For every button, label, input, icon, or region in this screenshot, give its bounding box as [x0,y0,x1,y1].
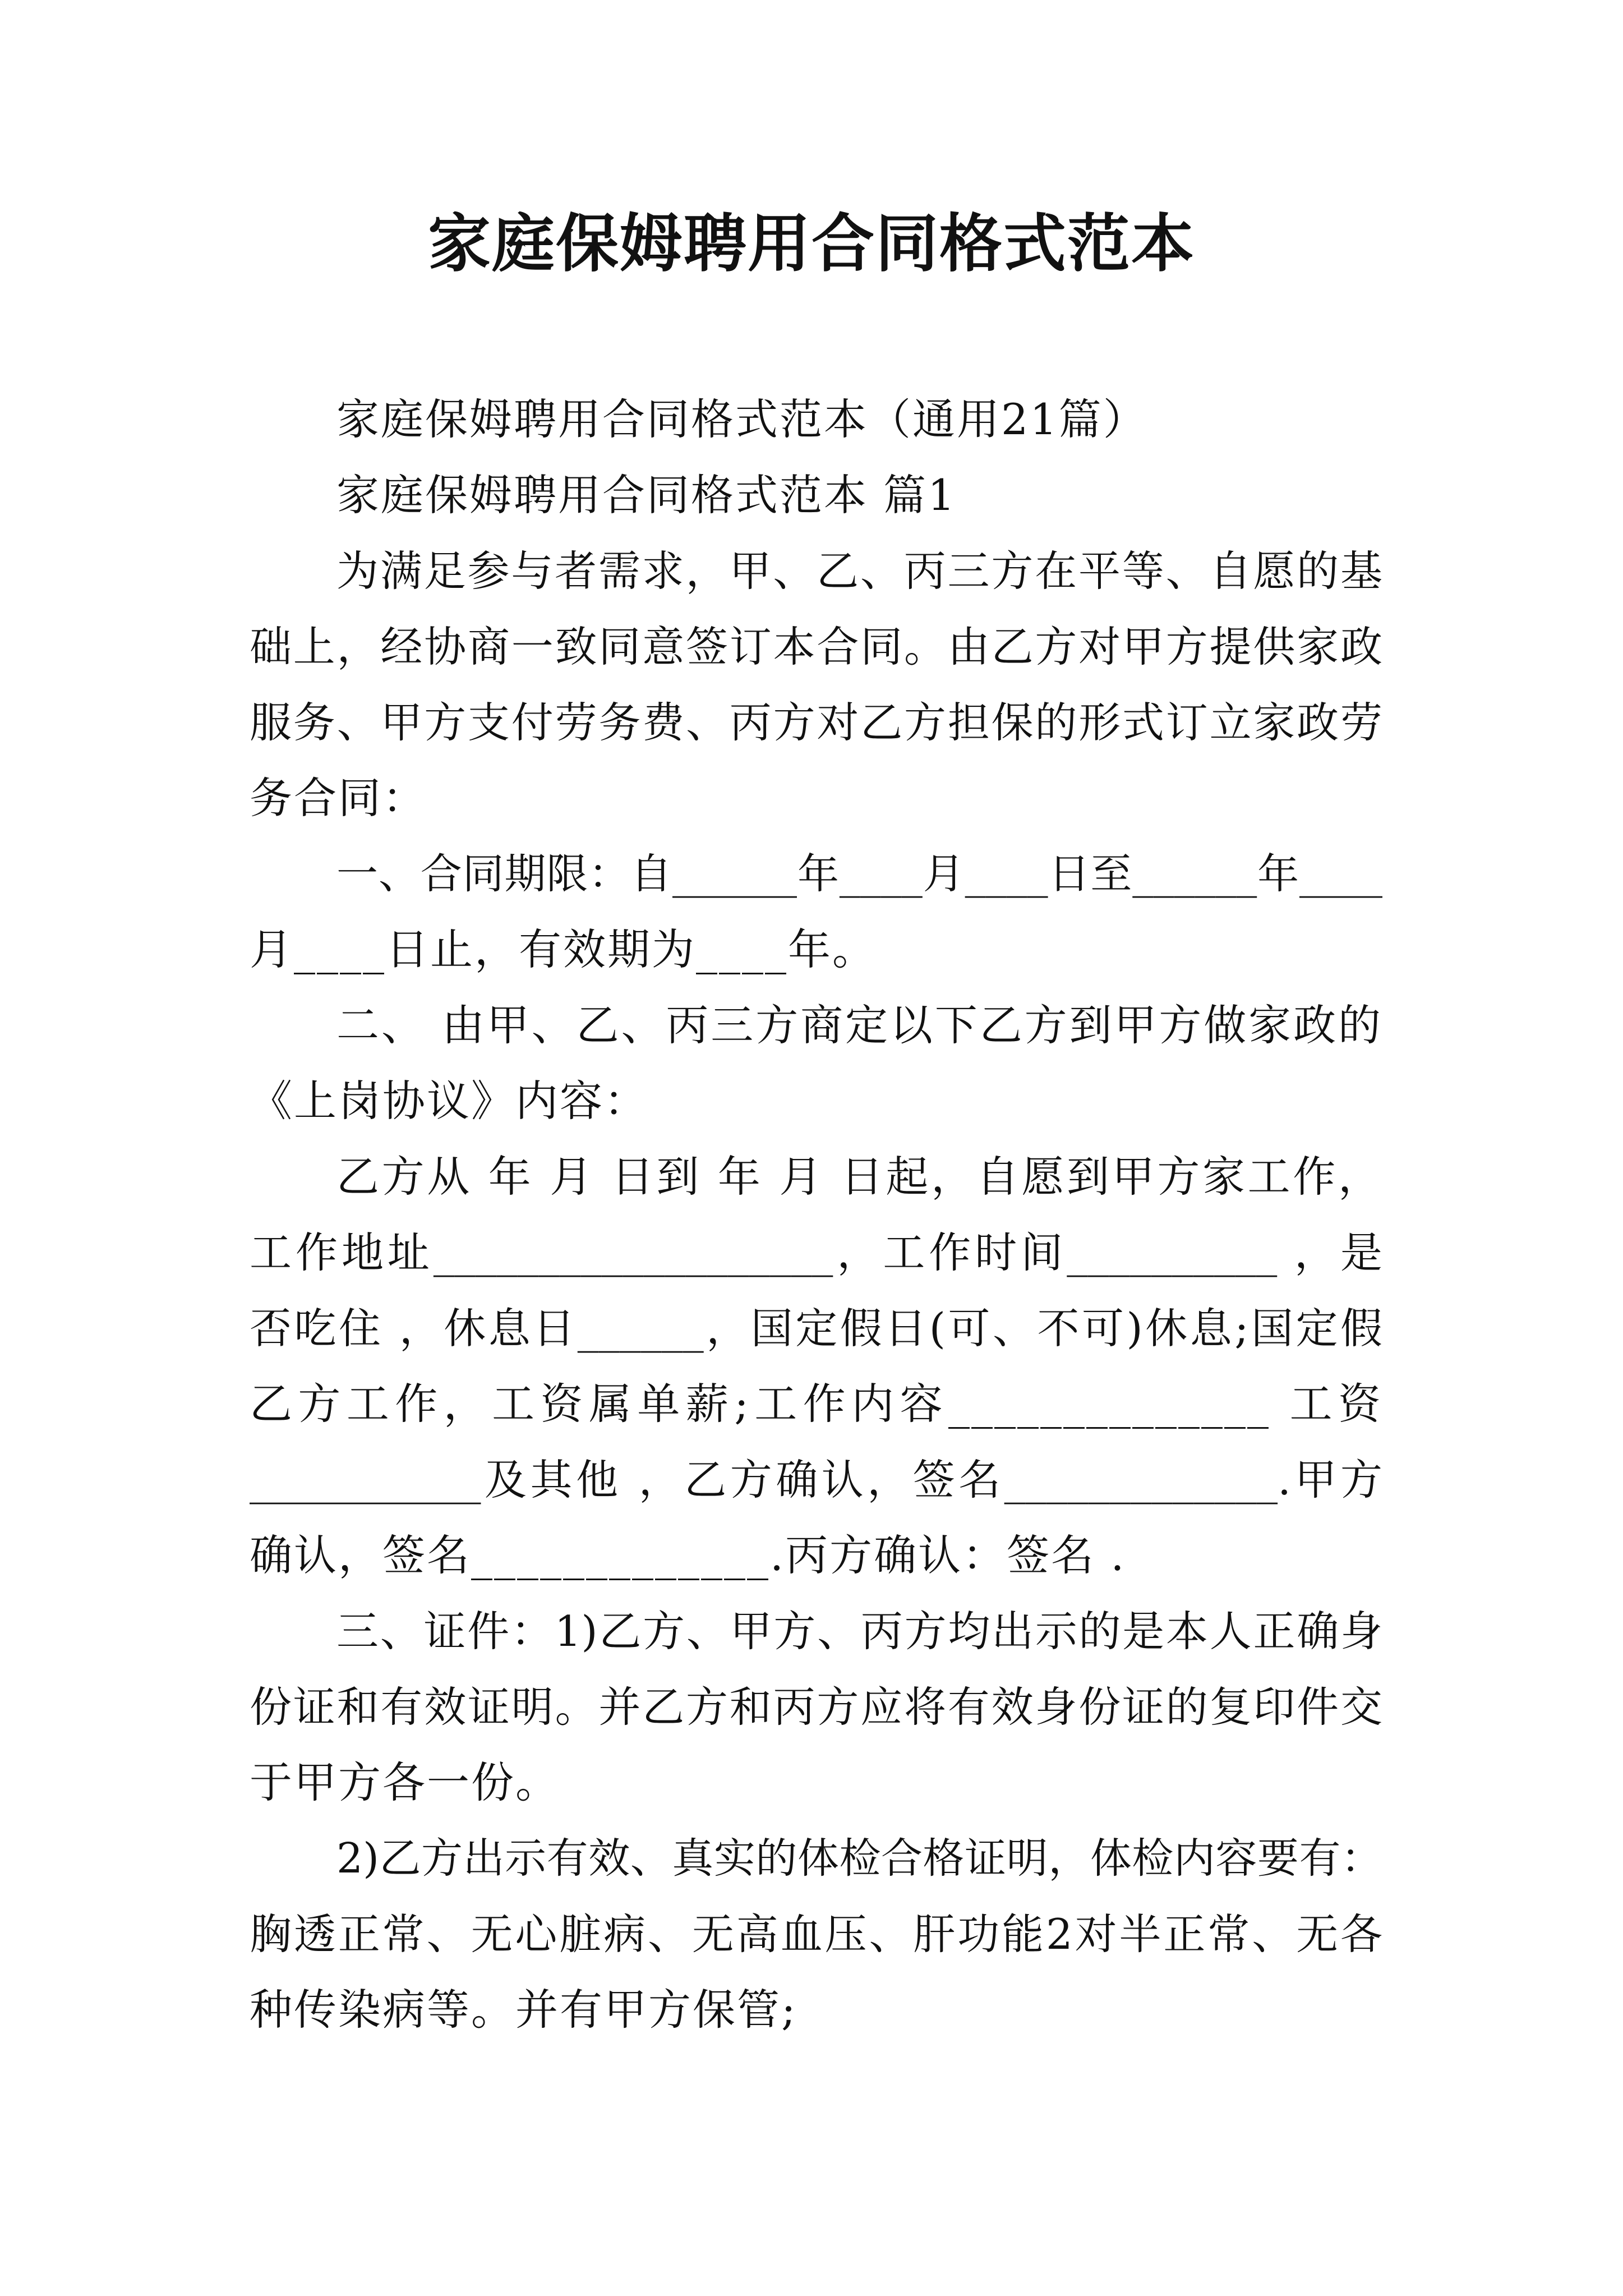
paragraph-line: 一、合同期限：自______年____月____日至______年____ [336,850,1382,898]
paragraph-line: 为满足参与者需求，甲、乙、丙三方在平等、自愿的基 [336,546,1382,596]
paragraph-line: 务合同： [250,773,427,823]
paragraph-line: 乙方从 年 月 日到 年 月 日起，自愿到甲方家工作， [336,1152,1382,1202]
paragraph-line: 否吃住 ，休息日______，国定假日(可、不可)休息;国定假 [250,1304,1382,1353]
paragraph-line: 础上，经协商一致同意签订本合同。由乙方对甲方提供家政 [250,622,1382,671]
paragraph-line: 二、 由甲、乙、丙三方商定以下乙方到甲方做家政的 [336,1000,1382,1050]
document-title: 家庭保姆聘用合同格式范本 [428,207,1195,280]
paragraph-line: 于甲方各一份。 [250,1757,560,1807]
paragraph-line: 份证和有效证明。并乙方和丙方应将有效身份证的复印件交 [250,1682,1382,1732]
paragraph-line: 种传染病等。并有甲方保管; [250,1985,797,2035]
section-heading: 家庭保姆聘用合同格式范本 篇1 [336,470,957,520]
paragraph-line: ___________及其他 ，乙方确认，签名_____________.甲方 [250,1455,1382,1504]
subtitle-line: 家庭保姆聘用合同格式范本（通用21篇） [336,394,1147,444]
paragraph-line: 服务、甲方支付劳务费、丙方对乙方担保的形式订立家政劳 [250,698,1382,747]
paragraph-line: 工作地址___________________，工作时间__________ ，是 [250,1228,1382,1277]
paragraph-line: 三、证件：1)乙方、甲方、丙方均出示的是本人正确身 [336,1607,1382,1656]
paragraph-line: 月____日止，有效期为____年。 [250,924,877,974]
paragraph-line: 确认，签名_____________.丙方确认：签名 . [250,1530,1126,1580]
paragraph-line: 胸透正常、无心脏病、无高血压、肝功能2对半正常、无各 [250,1910,1382,1959]
paragraph-line: 2)乙方出示有效、真实的体检合格证明，体检内容要有： [336,1834,1382,1883]
paragraph-line: 乙方工作，工资属单薪;工作内容______________ 工资 [250,1379,1382,1429]
paragraph-line: 《上岗协议》内容： [250,1076,648,1126]
